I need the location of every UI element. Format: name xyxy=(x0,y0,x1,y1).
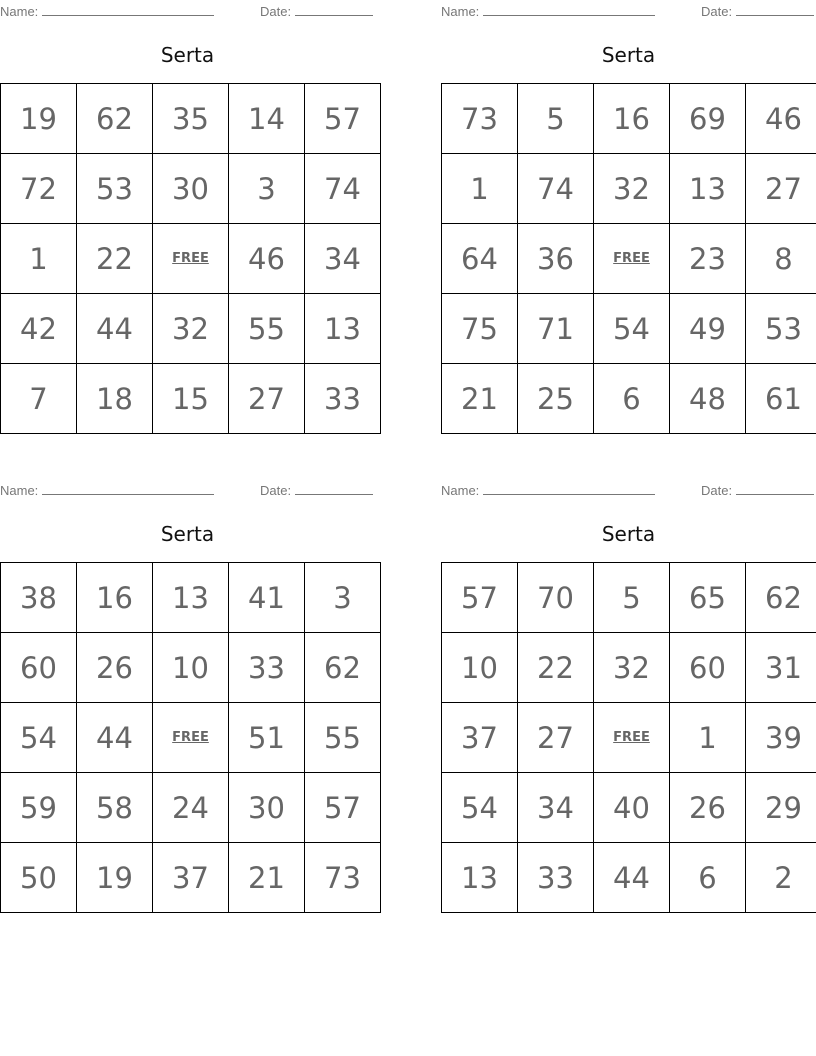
number-cell: 19 xyxy=(77,843,153,913)
number-cell: 18 xyxy=(77,364,153,434)
free-space-cell: FREE xyxy=(153,703,229,773)
number-cell: 1 xyxy=(1,224,77,294)
grid-row xyxy=(442,294,816,364)
number-cell: 32 xyxy=(153,294,229,364)
number-cell: 53 xyxy=(746,294,816,364)
number-cell: 10 xyxy=(442,633,518,703)
name-label: Name: xyxy=(0,483,39,498)
number-cell: 64 xyxy=(442,224,518,294)
number-cell: 57 xyxy=(442,563,518,633)
number-cell: 59 xyxy=(1,773,77,843)
number-cell: 72 xyxy=(1,154,77,224)
bingo-grid xyxy=(0,562,381,913)
bingo-grid xyxy=(441,562,816,913)
name-label: Name: xyxy=(0,4,39,19)
number-cell: 32 xyxy=(594,154,670,224)
number-cell: 40 xyxy=(594,773,670,843)
number-cell: 33 xyxy=(229,633,305,703)
date-field[interactable] xyxy=(701,482,814,498)
name-blank-line[interactable] xyxy=(42,482,214,495)
number-cell: 34 xyxy=(305,224,381,294)
grid-row xyxy=(1,364,381,434)
number-cell: 55 xyxy=(229,294,305,364)
card-title: Serta xyxy=(601,522,656,546)
grid-row xyxy=(442,633,816,703)
number-cell: 54 xyxy=(1,703,77,773)
number-cell: 5 xyxy=(594,563,670,633)
name-label: Name: xyxy=(441,4,480,19)
card-title: Serta xyxy=(160,522,215,546)
date-label: Date: xyxy=(260,483,292,498)
number-cell: 60 xyxy=(1,633,77,703)
number-cell: 21 xyxy=(229,843,305,913)
number-cell: 2 xyxy=(746,843,816,913)
grid-row xyxy=(1,843,381,913)
number-cell: 65 xyxy=(670,563,746,633)
number-cell: 39 xyxy=(746,703,816,773)
number-cell: 26 xyxy=(77,633,153,703)
number-cell: 7 xyxy=(1,364,77,434)
number-cell: 16 xyxy=(594,84,670,154)
grid-row xyxy=(442,154,816,224)
number-cell: 13 xyxy=(442,843,518,913)
date-label: Date: xyxy=(260,4,292,19)
name-blank-line[interactable] xyxy=(483,482,655,495)
number-cell: 22 xyxy=(518,633,594,703)
name-blank-line[interactable] xyxy=(42,3,214,16)
free-space-cell: FREE xyxy=(153,224,229,294)
date-label: Date: xyxy=(701,483,733,498)
card-header xyxy=(0,3,375,19)
date-blank-line[interactable] xyxy=(736,482,814,495)
number-cell: 35 xyxy=(153,84,229,154)
number-cell: 54 xyxy=(442,773,518,843)
name-blank-line[interactable] xyxy=(483,3,655,16)
grid-row xyxy=(442,843,816,913)
number-cell: 30 xyxy=(229,773,305,843)
number-cell: 62 xyxy=(305,633,381,703)
name-field[interactable] xyxy=(0,3,214,19)
number-cell: 53 xyxy=(77,154,153,224)
grid-row xyxy=(1,294,381,364)
number-cell: 29 xyxy=(746,773,816,843)
free-space-cell: FREE xyxy=(594,224,670,294)
number-cell: 51 xyxy=(229,703,305,773)
name-field[interactable] xyxy=(0,482,214,498)
grid-row xyxy=(1,703,381,773)
number-cell: 13 xyxy=(670,154,746,224)
number-cell: 70 xyxy=(518,563,594,633)
grid-row xyxy=(442,773,816,843)
number-cell: 57 xyxy=(305,773,381,843)
number-cell: 74 xyxy=(305,154,381,224)
number-cell: 55 xyxy=(305,703,381,773)
number-cell: 25 xyxy=(518,364,594,434)
number-cell: 6 xyxy=(594,364,670,434)
name-field[interactable] xyxy=(441,482,655,498)
number-cell: 13 xyxy=(153,563,229,633)
number-cell: 44 xyxy=(594,843,670,913)
number-cell: 26 xyxy=(670,773,746,843)
number-cell: 1 xyxy=(670,703,746,773)
card-title: Serta xyxy=(601,43,656,67)
number-cell: 46 xyxy=(229,224,305,294)
number-cell: 69 xyxy=(670,84,746,154)
number-cell: 50 xyxy=(1,843,77,913)
date-field[interactable] xyxy=(260,482,373,498)
grid-row xyxy=(442,364,816,434)
date-field[interactable] xyxy=(701,3,814,19)
number-cell: 48 xyxy=(670,364,746,434)
number-cell: 27 xyxy=(229,364,305,434)
name-field[interactable] xyxy=(441,3,655,19)
number-cell: 37 xyxy=(153,843,229,913)
number-cell: 54 xyxy=(594,294,670,364)
number-cell: 19 xyxy=(1,84,77,154)
grid-row xyxy=(442,703,816,773)
number-cell: 38 xyxy=(1,563,77,633)
number-cell: 1 xyxy=(442,154,518,224)
grid-row xyxy=(1,154,381,224)
number-cell: 44 xyxy=(77,703,153,773)
number-cell: 57 xyxy=(305,84,381,154)
number-cell: 33 xyxy=(518,843,594,913)
number-cell: 44 xyxy=(77,294,153,364)
number-cell: 22 xyxy=(77,224,153,294)
grid-row xyxy=(442,563,816,633)
grid-row xyxy=(442,224,816,294)
date-field[interactable] xyxy=(260,3,373,19)
grid-row xyxy=(442,84,816,154)
number-cell: 31 xyxy=(746,633,816,703)
bingo-grid xyxy=(0,83,381,434)
grid-row xyxy=(1,84,381,154)
number-cell: 75 xyxy=(442,294,518,364)
grid-row xyxy=(1,563,381,633)
number-cell: 13 xyxy=(305,294,381,364)
number-cell: 10 xyxy=(153,633,229,703)
number-cell: 3 xyxy=(305,563,381,633)
number-cell: 73 xyxy=(442,84,518,154)
card-header xyxy=(0,482,375,498)
number-cell: 49 xyxy=(670,294,746,364)
number-cell: 33 xyxy=(305,364,381,434)
number-cell: 24 xyxy=(153,773,229,843)
number-cell: 61 xyxy=(746,364,816,434)
grid-row xyxy=(1,773,381,843)
number-cell: 73 xyxy=(305,843,381,913)
date-label: Date: xyxy=(701,4,733,19)
number-cell: 74 xyxy=(518,154,594,224)
number-cell: 15 xyxy=(153,364,229,434)
name-label: Name: xyxy=(441,483,480,498)
card-title: Serta xyxy=(160,43,215,67)
number-cell: 27 xyxy=(518,703,594,773)
number-cell: 71 xyxy=(518,294,594,364)
number-cell: 37 xyxy=(442,703,518,773)
bingo-grid xyxy=(441,83,816,434)
number-cell: 42 xyxy=(1,294,77,364)
date-blank-line[interactable] xyxy=(736,3,814,16)
number-cell: 5 xyxy=(518,84,594,154)
number-cell: 62 xyxy=(77,84,153,154)
number-cell: 3 xyxy=(229,154,305,224)
number-cell: 6 xyxy=(670,843,746,913)
number-cell: 34 xyxy=(518,773,594,843)
number-cell: 14 xyxy=(229,84,305,154)
free-space-cell: FREE xyxy=(594,703,670,773)
number-cell: 16 xyxy=(77,563,153,633)
grid-row xyxy=(1,224,381,294)
number-cell: 23 xyxy=(670,224,746,294)
card-header xyxy=(441,3,816,19)
number-cell: 27 xyxy=(746,154,816,224)
number-cell: 58 xyxy=(77,773,153,843)
number-cell: 8 xyxy=(746,224,816,294)
number-cell: 41 xyxy=(229,563,305,633)
date-blank-line[interactable] xyxy=(295,3,373,16)
number-cell: 30 xyxy=(153,154,229,224)
number-cell: 21 xyxy=(442,364,518,434)
number-cell: 46 xyxy=(746,84,816,154)
number-cell: 32 xyxy=(594,633,670,703)
number-cell: 60 xyxy=(670,633,746,703)
card-header xyxy=(441,482,816,498)
number-cell: 62 xyxy=(746,563,816,633)
date-blank-line[interactable] xyxy=(295,482,373,495)
number-cell: 36 xyxy=(518,224,594,294)
grid-row xyxy=(1,633,381,703)
